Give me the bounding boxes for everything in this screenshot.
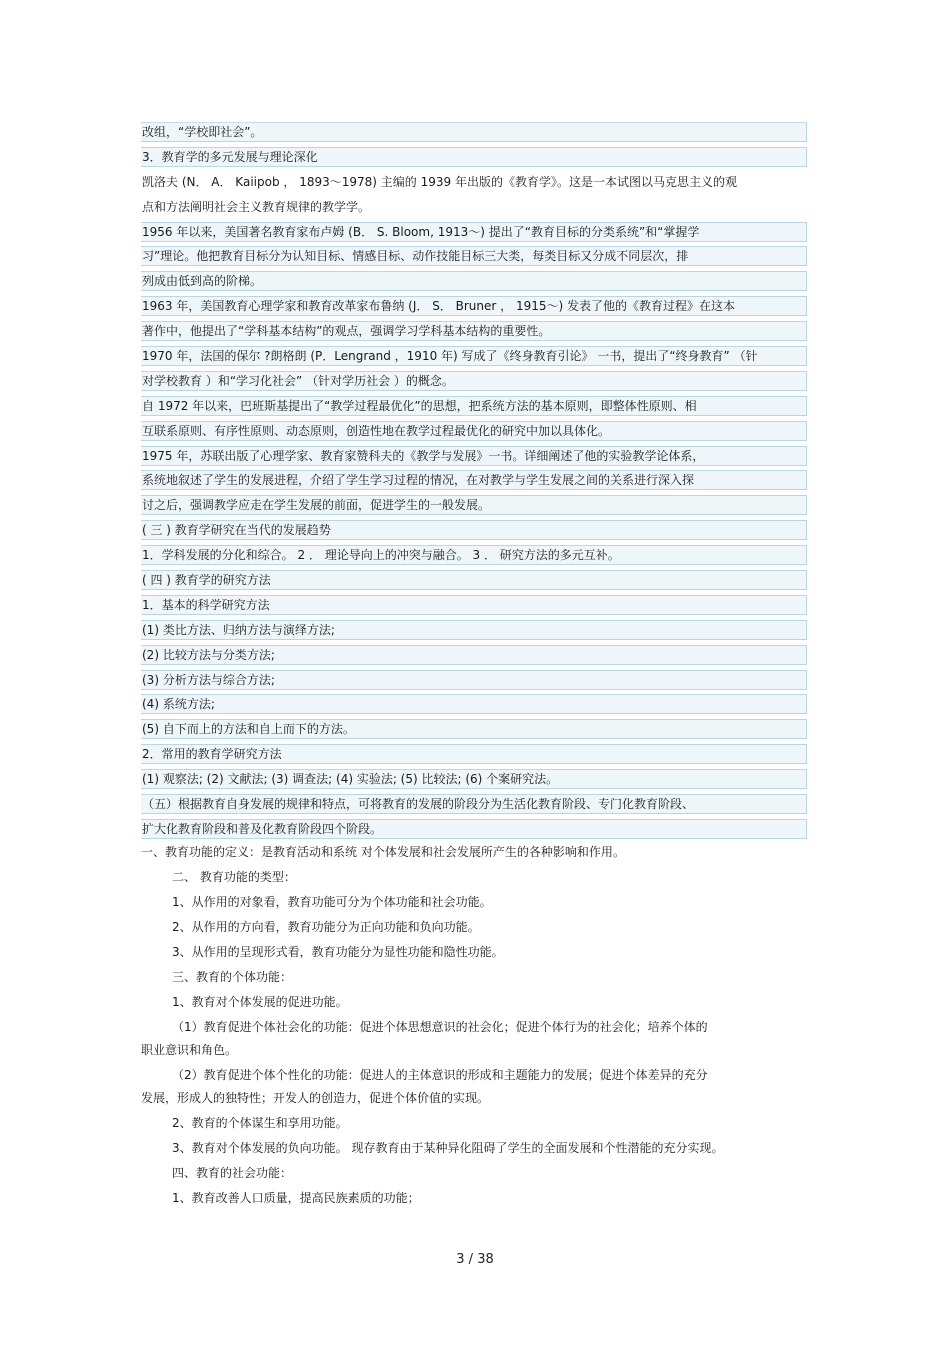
text-line: 3、从作用的呈现形式看，教育功能分为显性功能和隐性功能。	[172, 945, 504, 959]
text-line: 1970 年，法国的保尔 ?朗格朗 (P．Lengrand ，1910 年) 写成了《终身教育引论》 一书，提出了“终身教育” （针	[141, 346, 807, 366]
text-line: 自 1972 年以来，巴班斯基提出了“教学过程最优化”的思想，把系统方法的基本原则，即整体性原则、相	[141, 396, 807, 416]
text-line: 四、教育的社会功能：	[172, 1166, 293, 1180]
text-line: 发展，形成人的独特性；开发人的创造力，促进个体价值的实现。	[141, 1091, 490, 1105]
text-line: 2．常用的教育学研究方法	[141, 744, 807, 764]
text-line: 凯洛夫 (N． A． Kaiipob ， 1893～1978) 主编的 1939 年出版的《教育学》。这是一本试图以马克思主义的观	[142, 174, 737, 189]
text-line: （五）根据教育自身发展的规律和特点，可将教育的发展的阶段分为生活化教育阶段、专门化教育阶段、	[141, 794, 807, 814]
page-total: 38	[477, 1252, 494, 1267]
text-line: 互联系原则、有序性原则、动态原则，创造性地在教学过程最优化的研究中加以具体化。	[141, 421, 807, 441]
text-line: 三、教育的个体功能：	[172, 970, 293, 984]
text-line: 改组，“学校即社会”。	[141, 122, 807, 142]
text-line: （1）教育促进个体社会化的功能：促进个体思想意识的社会化；促进个体行为的社会化；培养个体的	[172, 1020, 708, 1034]
text-line: 列成由低到高的阶梯。	[141, 271, 807, 291]
text-line: 1956 年以来，美国著名教育家布卢姆 (B． S. Bloom, 1913～) 提出了“教育目标的分类系统”和“掌握学	[141, 222, 807, 242]
text-line: 3、教育对个体发展的负向功能。 现存教育由于某种异化阻碍了学生的全面发展和个性潜能的充分实现。	[172, 1141, 724, 1155]
text-line: (2) 比较方法与分类方法;	[141, 645, 807, 665]
text-line: 2、从作用的方向看，教育功能分为正向功能和负向功能。	[172, 920, 480, 934]
text-line: 一、教育功能的定义：是教育活动和系统 对个体发展和社会发展所产生的各种影响和作用。	[141, 845, 625, 859]
section-heading: ( 三 ) 教育学研究在当代的发展趋势	[141, 520, 807, 540]
text-line: 讨之后，强调教学应走在学生发展的前面，促进学生的一般发展。	[141, 495, 807, 515]
page-number	[0, 1250, 950, 1270]
boxed-text-block	[141, 122, 807, 839]
text-line: （2）教育促进个体个性化的功能：促进人的主体意识的形成和主题能力的发展；促进个体差异的充分	[172, 1068, 708, 1082]
text-line: (5) 自下而上的方法和自上而下的方法。	[141, 719, 807, 739]
text-line: 1963 年，美国教育心理学家和教育改革家布鲁纳 (J． S． Bruner ， 1915～) 发表了他的《教育过程》在这本	[141, 296, 807, 316]
text-line: (1) 类比方法、归纳方法与演绎方法;	[141, 620, 807, 640]
text-line: 职业意识和角色。	[141, 1043, 238, 1057]
text-line: 1．学科发展的分化和综合。 2 ． 理论导向上的冲突与融合。 3 ． 研究方法的多元互补。	[141, 545, 807, 565]
text-line: (3) 分析方法与综合方法;	[141, 670, 807, 690]
text-line: 习”理论。他把教育目标分为认知目标、情感目标、动作技能目标三大类，每类目标又分成不同层次，排	[141, 246, 807, 266]
text-line: 1975 年，苏联出版了心理学家、教育家赞科夫的《教学与发展》一书。详细阐述了他的实验教学论体系，	[141, 446, 807, 466]
text-line: 2、教育的个体谋生和享用功能。	[172, 1116, 348, 1130]
text-line: (1) 观察法; (2) 文献法; (3) 调查法; (4) 实验法; (5) 比较法; (6) 个案研究法。	[141, 769, 807, 789]
text-line: 著作中，他提出了“学科基本结构”的观点，强调学习学科基本结构的重要性。	[141, 321, 807, 341]
text-line: 二、 教育功能的类型：	[172, 870, 296, 884]
text-line: 1．基本的科学研究方法	[141, 595, 807, 615]
text-line: 点和方法阐明社会主义教育规律的教学学。	[142, 199, 371, 214]
text-line: 对学校教育 ）和“学习化社会” （针对学历社会 ）的概念。	[141, 371, 807, 391]
text-line: 1、教育对个体发展的促进功能。	[172, 995, 348, 1009]
text-line: 3．教育学的多元发展与理论深化	[141, 147, 807, 167]
text-line: 扩大化教育阶段和普及化教育阶段四个阶段。	[141, 819, 807, 839]
page-current: 3	[456, 1252, 465, 1267]
section-heading: ( 四 ) 教育学的研究方法	[141, 570, 807, 590]
text-line: 1、从作用的对象看，教育功能可分为个体功能和社会功能。	[172, 895, 492, 909]
plain-text-block	[141, 842, 841, 1213]
text-line: 1、教育改善人口质量，提高民族素质的功能；	[172, 1191, 420, 1205]
text-line: 系统地叙述了学生的发展进程，介绍了学生学习过程的情况，在对教学与学生发展之间的关系进行深入探	[141, 470, 807, 490]
page-separator: /	[468, 1252, 474, 1267]
text-line: (4) 系统方法;	[141, 694, 807, 714]
